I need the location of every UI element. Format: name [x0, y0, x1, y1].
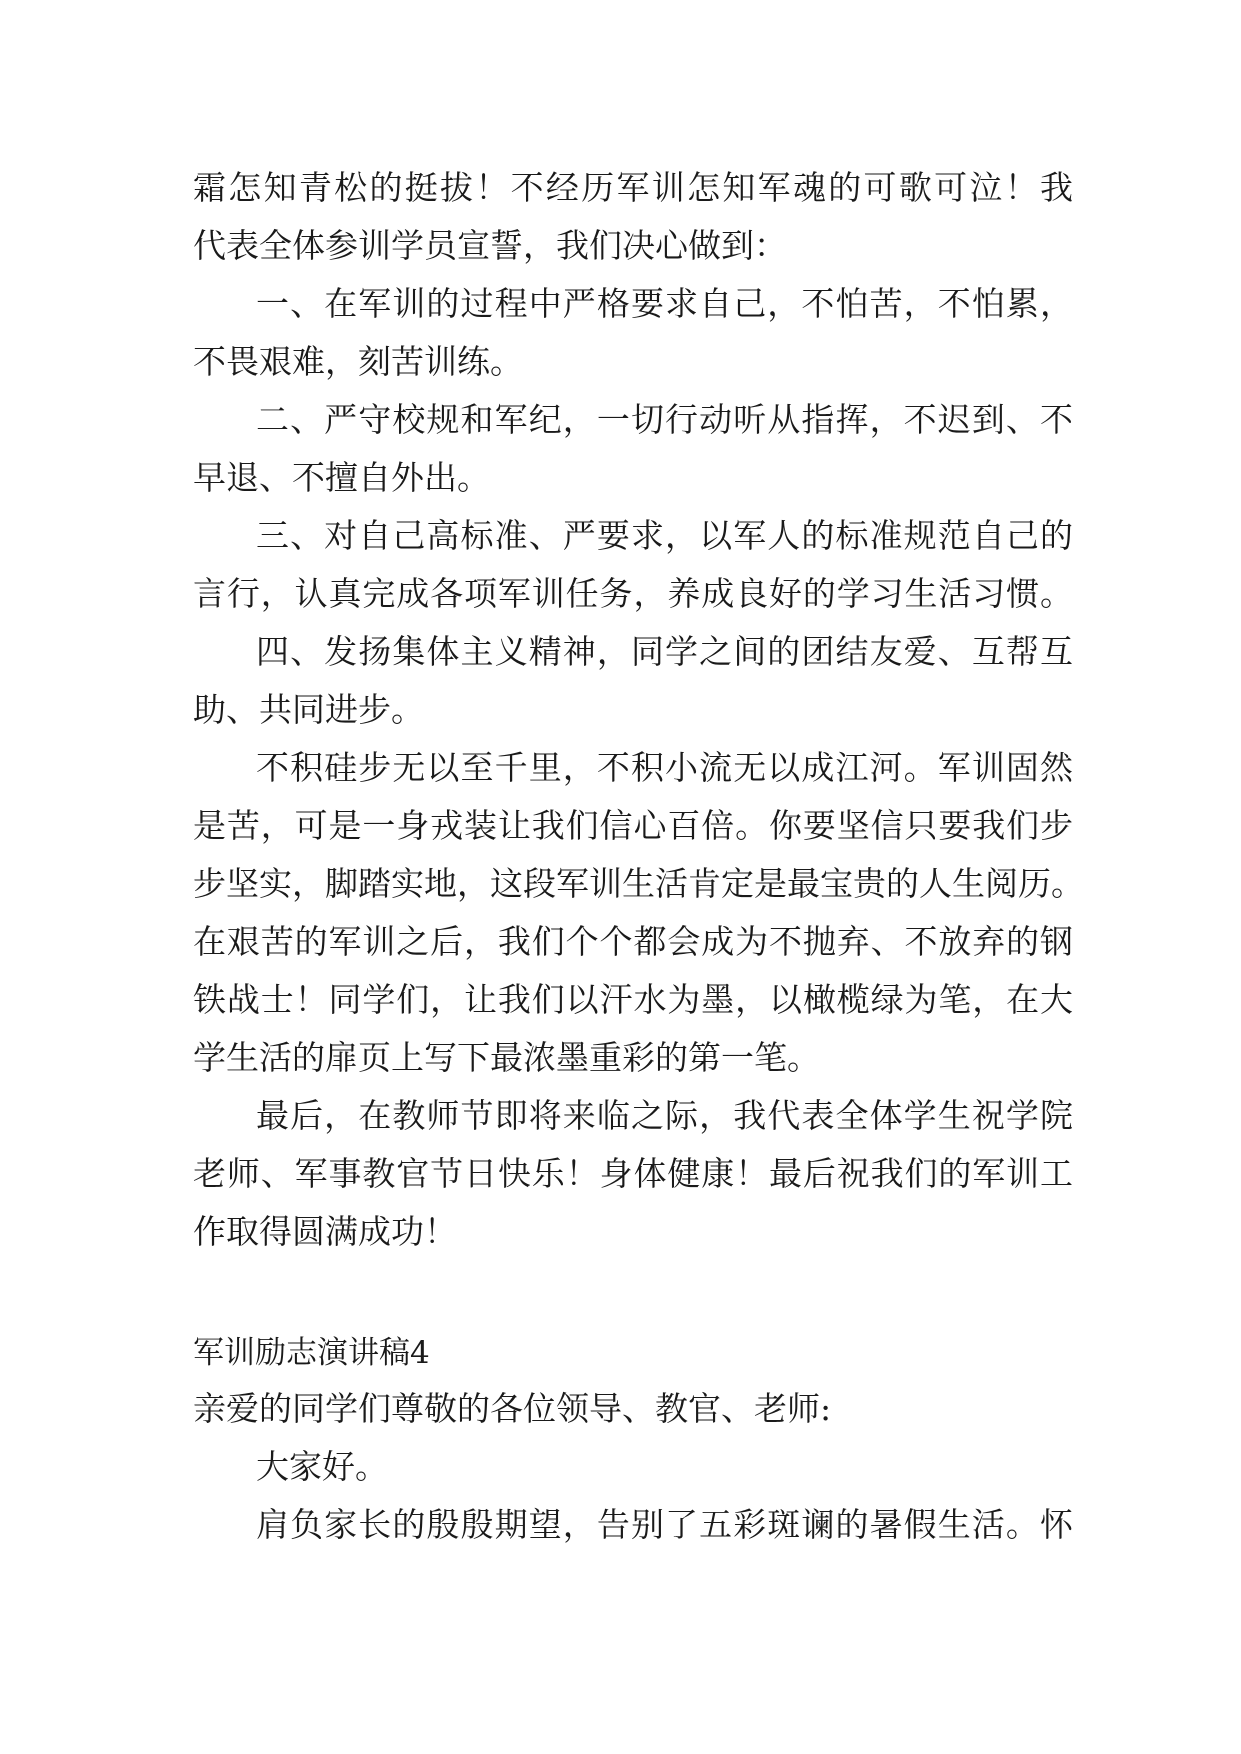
- paragraph-line: 步坚实，脚踏实地，这段军训生活肯定是最宝贵的人生阅历。: [193, 864, 1084, 903]
- paragraph-line: 老师、军事教官节日快乐！身体健康！最后祝我们的军训工: [193, 1154, 1073, 1193]
- paragraph-line: 不畏艰难，刻苦训练。: [193, 342, 523, 381]
- salutation-line: 亲爱的同学们尊敬的各位领导、教官、老师:: [193, 1389, 832, 1428]
- paragraph-line: 学生活的扉页上写下最浓墨重彩的第一笔。: [193, 1038, 820, 1077]
- paragraph-line: 言行，认真完成各项军训任务，养成良好的学习生活习惯。: [193, 574, 1073, 613]
- paragraph-line: 助、共同进步。: [193, 690, 424, 729]
- paragraph-line: 最后，在教师节即将来临之际，我代表全体学生祝学院: [256, 1096, 1073, 1135]
- paragraph-line: 三、对自己高标准、严要求，以军人的标准规范自己的: [256, 516, 1073, 555]
- paragraph-line: 四、发扬集体主义精神，同学之间的团结友爱、互帮互: [256, 632, 1073, 671]
- paragraph-line: 是苦，可是一身戎装让我们信心百倍。你要坚信只要我们步: [193, 806, 1073, 845]
- paragraph-line: 代表全体参训学员宣誓，我们决心做到：: [193, 226, 787, 265]
- paragraph-line: 一、在军训的过程中严格要求自己，不怕苦，不怕累，: [256, 284, 1073, 323]
- paragraph-line: 肩负家长的殷殷期望，告别了五彩斑谰的暑假生活。怀: [256, 1505, 1073, 1544]
- paragraph-line: 在艰苦的军训之后，我们个个都会成为不抛弃、不放弃的钢: [193, 922, 1073, 961]
- paragraph-line: 二、严守校规和军纪，一切行动听从指挥，不迟到、不: [256, 400, 1073, 439]
- paragraph-line: 霜怎知青松的挺拔！不经历军训怎知军魂的可歌可泣！我: [193, 168, 1073, 207]
- paragraph-line: 铁战士！同学们，让我们以汗水为墨，以橄榄绿为笔，在大: [193, 980, 1073, 1019]
- section-title: 军训励志演讲稿4: [193, 1335, 430, 1371]
- paragraph-line: 早退、不擅自外出。: [193, 458, 490, 497]
- paragraph-line: 不积硅步无以至千里，不积小流无以成江河。军训固然: [256, 748, 1073, 787]
- greeting-line: 大家好。: [256, 1447, 388, 1486]
- paragraph-line: 作取得圆满成功！: [193, 1212, 457, 1251]
